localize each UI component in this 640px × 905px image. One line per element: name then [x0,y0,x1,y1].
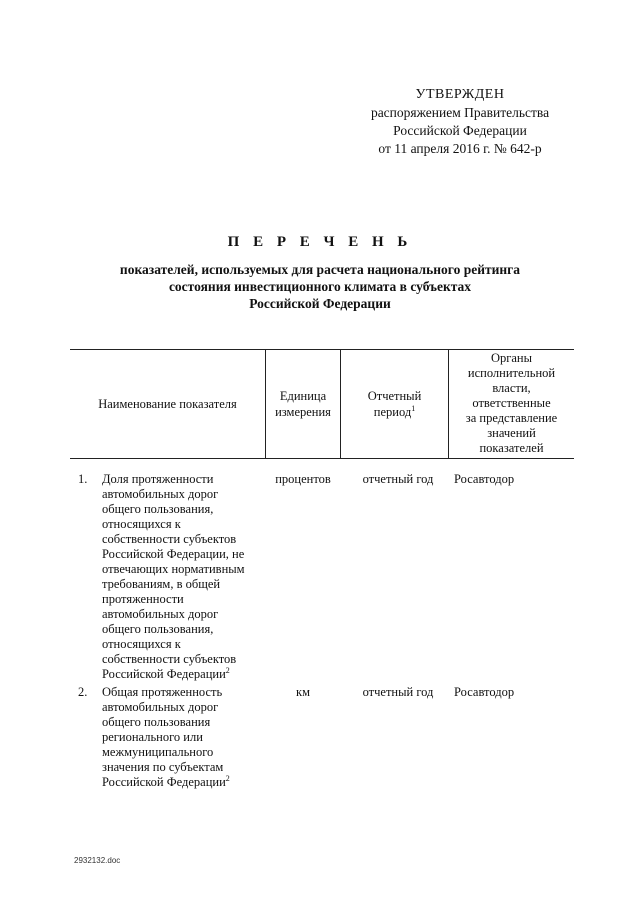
subtitle-line-1: показателей, используемых для расчета национального рейтинга [119,262,521,277]
document-title: П Е Р Е Ч Е Н Ь [227,234,413,250]
subtitle-line-2: состояния инвестиционного климата в субъектах [168,279,472,294]
row-unit: процентов [275,472,331,486]
header-org-line: Органы [490,351,533,365]
approval-line-3: от 11 апреля 2016 г. № 642-р [378,141,542,156]
row-name-line: Общая протяженность [102,685,223,699]
approval-heading: УТВЕРЖДЕН [415,87,505,102]
row-name [102,685,262,790]
row-period: отчетный год [362,472,434,486]
header-name-text: Наименование показателя [98,396,237,411]
row-org: Росавтодор [454,472,515,486]
header-org-lines [466,351,557,456]
subtitle-line-3: Российской Федерации [249,296,391,311]
row-name-line: общего пользования, [102,502,214,516]
footnote-marker: 2 [225,665,230,675]
header-org-line: исполнительной [467,366,556,380]
row-name-line: относящихся к [102,517,181,531]
header-org-line: ответственные [472,396,551,410]
row-name [102,472,262,682]
row-name-line: отвечающих нормативным [102,562,245,576]
row-name-line: общего пользования, [102,622,214,636]
row-name-line: автомобильных дорог [102,700,219,714]
row-number: 2. [78,685,88,699]
header-period-line-1: Отчетный [367,388,422,403]
row-name-line: Доля протяженности [102,472,214,486]
row-unit: км [296,685,310,699]
row-name-line: собственности субъектов [102,532,237,546]
header-unit-line-2: измерения [275,404,331,419]
row-name-line: значения по субъектам [102,760,224,774]
row-number: 1. [78,472,88,486]
header-org-line: власти, [492,381,531,395]
header-period-line-2: период [373,404,412,419]
row-period: отчетный год [362,685,434,699]
row-name-line: регионального или [102,730,203,744]
row-name-line: межмуниципального [102,745,214,759]
approval-line-1: распоряжением Правительства [370,105,550,120]
row-name-line: Российской Федерации$^2$ [102,773,230,789]
row-name-line: требованиям, в общей [102,577,221,591]
table-header-bottom-rule [70,458,574,459]
row-org: Росавтодор [454,685,515,699]
row-name-line: автомобильных дорог [102,487,219,501]
row-name-line: относящихся к [102,637,181,651]
footnote-marker: 1 [411,403,416,413]
row-name-line: Российской Федерации$^2$ [102,665,230,681]
header-name [70,349,265,458]
header-org-line: значений [487,426,536,440]
footer-doc-code: 2932132.doc [74,856,121,865]
header-org-line: за представление [465,411,558,425]
header-unit-line-1: Единица [279,388,327,403]
header-period [341,349,448,458]
header-org-line: показателей [479,441,544,455]
row-name-line: автомобильных дорог [102,607,219,621]
row-name-line: протяженности [102,592,184,606]
header-org [449,349,574,458]
header-unit [266,349,340,458]
row-name-line: собственности субъектов [102,652,237,666]
row-name-line: общего пользования [102,715,211,729]
approval-line-2: Российской Федерации [393,123,527,138]
row-name-line: Российской Федерации, не [102,547,245,561]
document-subtitle [60,261,580,312]
approval-block [340,86,580,158]
footnote-marker: 2 [225,773,230,783]
